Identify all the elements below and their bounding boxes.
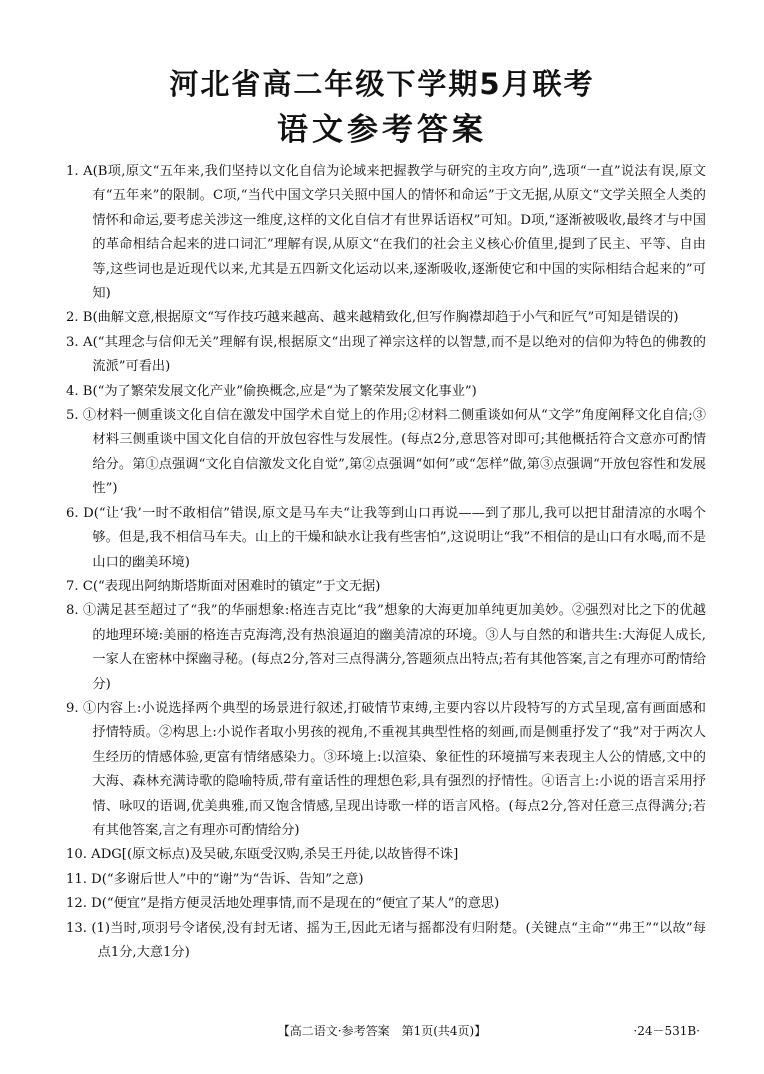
answer-item-3: 3. A(“其理念与信仰无关”理解有误,根据原文“出现了禅宗这样的以智慧,而不是以绝对的信仰为特色的佛教的流派”可看出) <box>66 334 706 375</box>
exam-title: 河北省高二年级下学期5月联考 <box>169 67 595 101</box>
answer-item-10: 10. ADG[(原文标点)及吴破,东瓯受汉购,杀吴王丹徒,以故皆得不诛] <box>66 847 459 863</box>
answer-item-1: 1. A(B项,原文“五年来,我们坚持以文化自信为论域来把握教学与研究的主攻方向”,选项“一直”说法有误,原文有“五年来”的限制。C项,“当代中国文学只关照中国人的情怀和命运”于文无据,从原文“文学关照全人类的情怀和命运,要考虑关涉这一维度,这样的文化自信才有世界话语权”可知。D项,“逐渐被吸收,最终才与中国的革命相结合起来的进口词汇”理解有误,从原文“在我们的社会主义核心价值里,提到了民主、平等、自由等,这些词也是近现代以来,尤其是五四新文化运动以来,逐渐吸收,逐渐使它和中国的实际相结合起来的”可知) <box>66 164 706 302</box>
answer-item-11: 11. D(“多谢后世人”中的“谢”为“告诉、告知”之意) <box>66 871 364 887</box>
answer-item-4: 4. B(“为了繁荣发展文化产业”偷换概念,应是“为了繁荣发展文化事业”) <box>66 383 477 399</box>
answer-item-9: 9. ①内容上:小说选择两个典型的场景进行叙述,打破情节束缚,主要内容以片段特写的方式呈现,富有画面感和抒情特质。②构思上:小说作者取小男孩的视角,不重视其典型性格的刻画,而是侧重抒发了“我”对于两次人生经历的情感体验,更富有情绪感染力。③环境上:以渲染、象征性的环境描写来表现主人公的情感,文中的大海、森林充满诗歌的隐喻特质,带有童话性的理想色彩,具有强烈的抒情性。④语言上:小说的语言采用抒情、咏叹的语调,优美典雅,而又饱含情感,呈现出诗歌一样的语言风格。(每点2分,答对任意三点得满分;若有其他答案,言之有理亦可酌情给分) <box>66 700 706 838</box>
answer-item-12: 12. D(“便宜”是指方便灵活地处理事情,而不是现在的“便宜了某人”的意思) <box>66 896 500 912</box>
answer-item-13: 13. (1)当时,项羽号令诸侯,没有封无诸、摇为王,因此无诸与摇都没有归附楚。(关键点“主命”“弗王”“以故”每点1分,大意1分) <box>66 920 706 960</box>
answer-item-5: 5. ①材料一侧重谈文化自信在激发中国学术自觉上的作用;②材料二侧重谈如何从“文学”角度阐释文化自信;③材料三侧重谈中国文化自信的开放包容性与发展性。(每点2分,意思答对即可;其他概括符合文意亦可酌情给分。第①点强调“文化自信激发文化自觉”,第②点强调“如何”或“怎样”做,第③点强调“开放包容性和发展性”) <box>66 408 706 497</box>
answer-list <box>66 160 706 965</box>
answer-item-7: 7. C(“表现出阿纳斯塔斯面对困难时的镇定”于文无据) <box>66 578 381 594</box>
answer-item-6: 6. D(“让‘我’一时不敢相信”错误,原文是马车夫“让我等到山口再说——到了那儿,我可以把甘甜清凉的水喝个够。但是,我不相信马车夫。山上的干燥和缺水让我有些害怕”,这说明让“我”不相信的是山口有水喝,而不是山口的幽美环境) <box>66 505 706 570</box>
footer-code: ·24－531B· <box>633 1024 700 1038</box>
answer-item-8: 8. ①满足甚至超过了“我”的华丽想象:格连吉克比“我”想象的大海更加单纯更加美妙。②强烈对比之下的优越的地理环境:美丽的格连吉克海湾,没有热浪逼迫的幽美清凉的环境。③人与自然的和谐共生:大海促人成长,一家人在密林中探幽寻秘。(每点2分,答对三点得满分,答题须点出特点;若有其他答案,言之有理亦可酌情给分) <box>66 603 706 692</box>
footer-page-info: 【高二语文·参考答案 第1页(共4页)】 <box>277 1024 487 1038</box>
document-subtitle: 语文参考答案 <box>277 112 487 148</box>
page-footer <box>0 1021 764 1041</box>
answer-item-2: 2. B(曲解文意,根据原文“写作技巧越来越高、越来越精致化,但写作胸襟却趋于小气和匠气”可知是错误的) <box>66 310 679 326</box>
